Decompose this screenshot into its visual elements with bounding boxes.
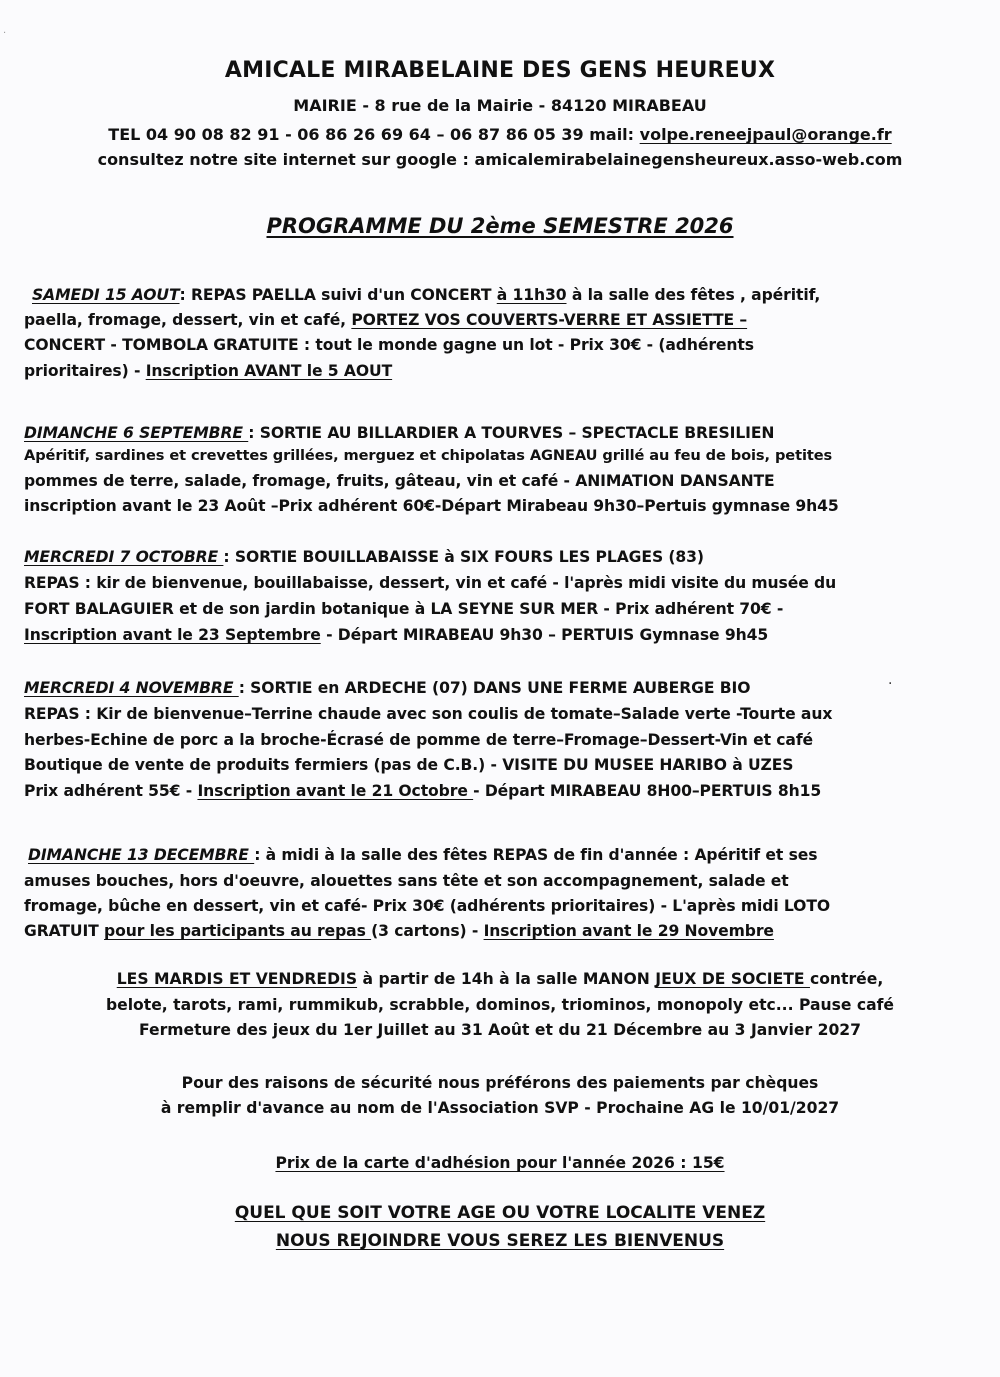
membership-price: Prix de la carte d'adhésion pour l'année 2026 : 15€ xyxy=(275,1154,725,1172)
event-october-date: MERCREDI 7 OCTOBRE xyxy=(24,548,224,566)
text: à la salle des fêtes , apéritif, xyxy=(566,286,821,304)
event-september-line1 xyxy=(24,424,774,442)
condition: pour les participants au repas xyxy=(104,922,372,940)
event-december-line1 xyxy=(28,846,817,864)
event-september-date: DIMANCHE 6 SEPTEMBRE xyxy=(24,424,249,442)
text: - Départ MIRABEAU 8H00–PERTUIS 8h15 xyxy=(473,782,822,800)
deadline: Inscription avant le 29 Novembre xyxy=(483,922,774,940)
address-line: MAIRIE - 8 rue de la Mairie - 84120 MIRABEAU xyxy=(293,96,707,115)
text: : REPAS PAELLA suivi d'un CONCERT xyxy=(179,286,497,304)
text: : SORTIE AU BILLARDIER A TOURVES – SPECTACLE BRESILIEN xyxy=(248,424,775,442)
scan-speck: · xyxy=(3,28,7,39)
time: à 11h30 xyxy=(496,286,567,304)
event-november-line2: REPAS : Kir de bienvenue–Terrine chaude avec son coulis de tomate–Salade verte -Tourte aux xyxy=(24,705,833,723)
text: : SORTIE BOUILLABAISSE à SIX FOURS LES PLAGES (83) xyxy=(223,548,704,566)
program-title: PROGRAMME DU 2ème SEMESTRE 2026 xyxy=(266,214,734,238)
text: prioritaires) - xyxy=(24,362,146,380)
text: GRATUIT xyxy=(24,922,105,940)
payment-line2: à remplir d'avance au nom de l'Association SVP - Prochaine AG le 10/01/2027 xyxy=(160,1099,840,1117)
text: Prix adhérent 55€ - xyxy=(24,782,198,800)
event-august-line4 xyxy=(24,362,392,380)
notice: PORTEZ VOS COUVERTS-VERRE ET ASSIETTE – xyxy=(351,311,748,329)
event-december-line2: amuses bouches, hors d'oeuvre, alouettes sans tête et son accompagnement, salade et xyxy=(24,872,789,890)
payment-line1: Pour des raisons de sécurité nous préférons des paiements par chèques xyxy=(181,1074,819,1092)
closing-line1: QUEL QUE SOIT VOTRE AGE OU VOTRE LOCALITE VENEZ xyxy=(234,1203,766,1223)
event-december-line3: fromage, bûche en dessert, vin et café- Prix 30€ (adhérents prioritaires) - L'après midi LOTO xyxy=(24,897,831,915)
event-november-line4: Boutique de vente de produits fermiers (pas de C.B.) - VISITE DU MUSEE HARIBO à UZES xyxy=(24,756,794,774)
games-line3: Fermeture des jeux du 1er Juillet au 31 Août et du 21 Décembre au 3 Janvier 2027 xyxy=(139,1021,861,1039)
games-line1 xyxy=(0,970,1000,988)
event-september-line2: Apéritif, sardines et crevettes grillées, merguez et chipolatas AGNEAU grillé au feu de bois, petites xyxy=(24,447,833,464)
event-november-date: MERCREDI 4 NOVEMBRE xyxy=(24,679,239,697)
games-line2: belote, tarots, rami, rummikub, scrabble, dominos, triominos, monopoly etc... Pause café xyxy=(105,996,895,1014)
text: à partir de 14h à la salle MANON xyxy=(357,970,656,988)
closing-line2: NOUS REJOINDRE VOUS SEREZ LES BIENVENUS xyxy=(275,1231,725,1251)
event-august-line1 xyxy=(32,286,820,304)
event-october-line3: FORT BALAGUIER et de son jardin botanique à LA SEYNE SUR MER - Prix adhérent 70€ - xyxy=(24,600,784,618)
association-title: AMICALE MIRABELAINE DES GENS HEUREUX xyxy=(224,58,776,83)
event-september-line3: pommes de terre, salade, fromage, fruits, gâteau, vin et café - ANIMATION DANSANTE xyxy=(24,472,775,490)
event-august-date: SAMEDI 15 AOUT xyxy=(32,286,180,304)
event-october-line1 xyxy=(24,548,704,566)
event-november-line5 xyxy=(24,782,821,800)
website-line: consultez notre site internet sur google : amicalemirabelainegensheureux.asso-web.com xyxy=(97,150,903,169)
event-december-date: DIMANCHE 13 DECEMBRE xyxy=(28,846,255,864)
event-august-line2 xyxy=(24,311,747,329)
deadline: Inscription AVANT le 5 AOUT xyxy=(145,362,393,380)
event-october-line2: REPAS : kir de bienvenue, bouillabaisse, dessert, vin et café - l'après midi visite du musée du xyxy=(24,574,837,592)
event-august-line3: CONCERT - TOMBOLA GRATUITE : tout le monde gagne un lot - Prix 30€ - (adhérents xyxy=(24,336,754,354)
event-october-line4 xyxy=(24,626,768,644)
deadline: Inscription avant le 21 Octobre xyxy=(197,782,474,800)
days: LES MARDIS ET VENDREDIS xyxy=(116,970,358,988)
contact-line xyxy=(0,125,1000,144)
text: : à midi à la salle des fêtes REPAS de fin d'année : Apéritif et ses xyxy=(254,846,818,864)
text: contrée, xyxy=(809,970,884,988)
event-november-line1 xyxy=(24,679,750,697)
deadline: Inscription avant le 23 Septembre xyxy=(24,626,321,644)
phone-numbers: TEL 04 90 08 82 91 - 06 86 26 69 64 – 06 87 86 05 39 mail: xyxy=(108,125,640,144)
text: paella, fromage, dessert, vin et café, xyxy=(24,311,352,329)
event-december-line4 xyxy=(24,922,774,940)
scan-speck: · xyxy=(888,676,893,692)
text: (3 cartons) - xyxy=(371,922,484,940)
email-link[interactable]: volpe.reneejpaul@orange.fr xyxy=(639,125,892,144)
event-november-line3: herbes-Echine de porc a la broche-Écrasé de pomme de terre–Fromage–Dessert-Vin et café xyxy=(24,731,813,749)
activity: JEUX DE SOCIETE xyxy=(655,970,810,988)
text: - Départ MIRABEAU 9h30 – PERTUIS Gymnase 9h45 xyxy=(320,626,769,644)
event-september-line4: inscription avant le 23 Août –Prix adhérent 60€-Départ Mirabeau 9h30–Pertuis gymnase 9h45 xyxy=(24,497,839,515)
text: : SORTIE en ARDECHE (07) DANS UNE FERME AUBERGE BIO xyxy=(238,679,751,697)
